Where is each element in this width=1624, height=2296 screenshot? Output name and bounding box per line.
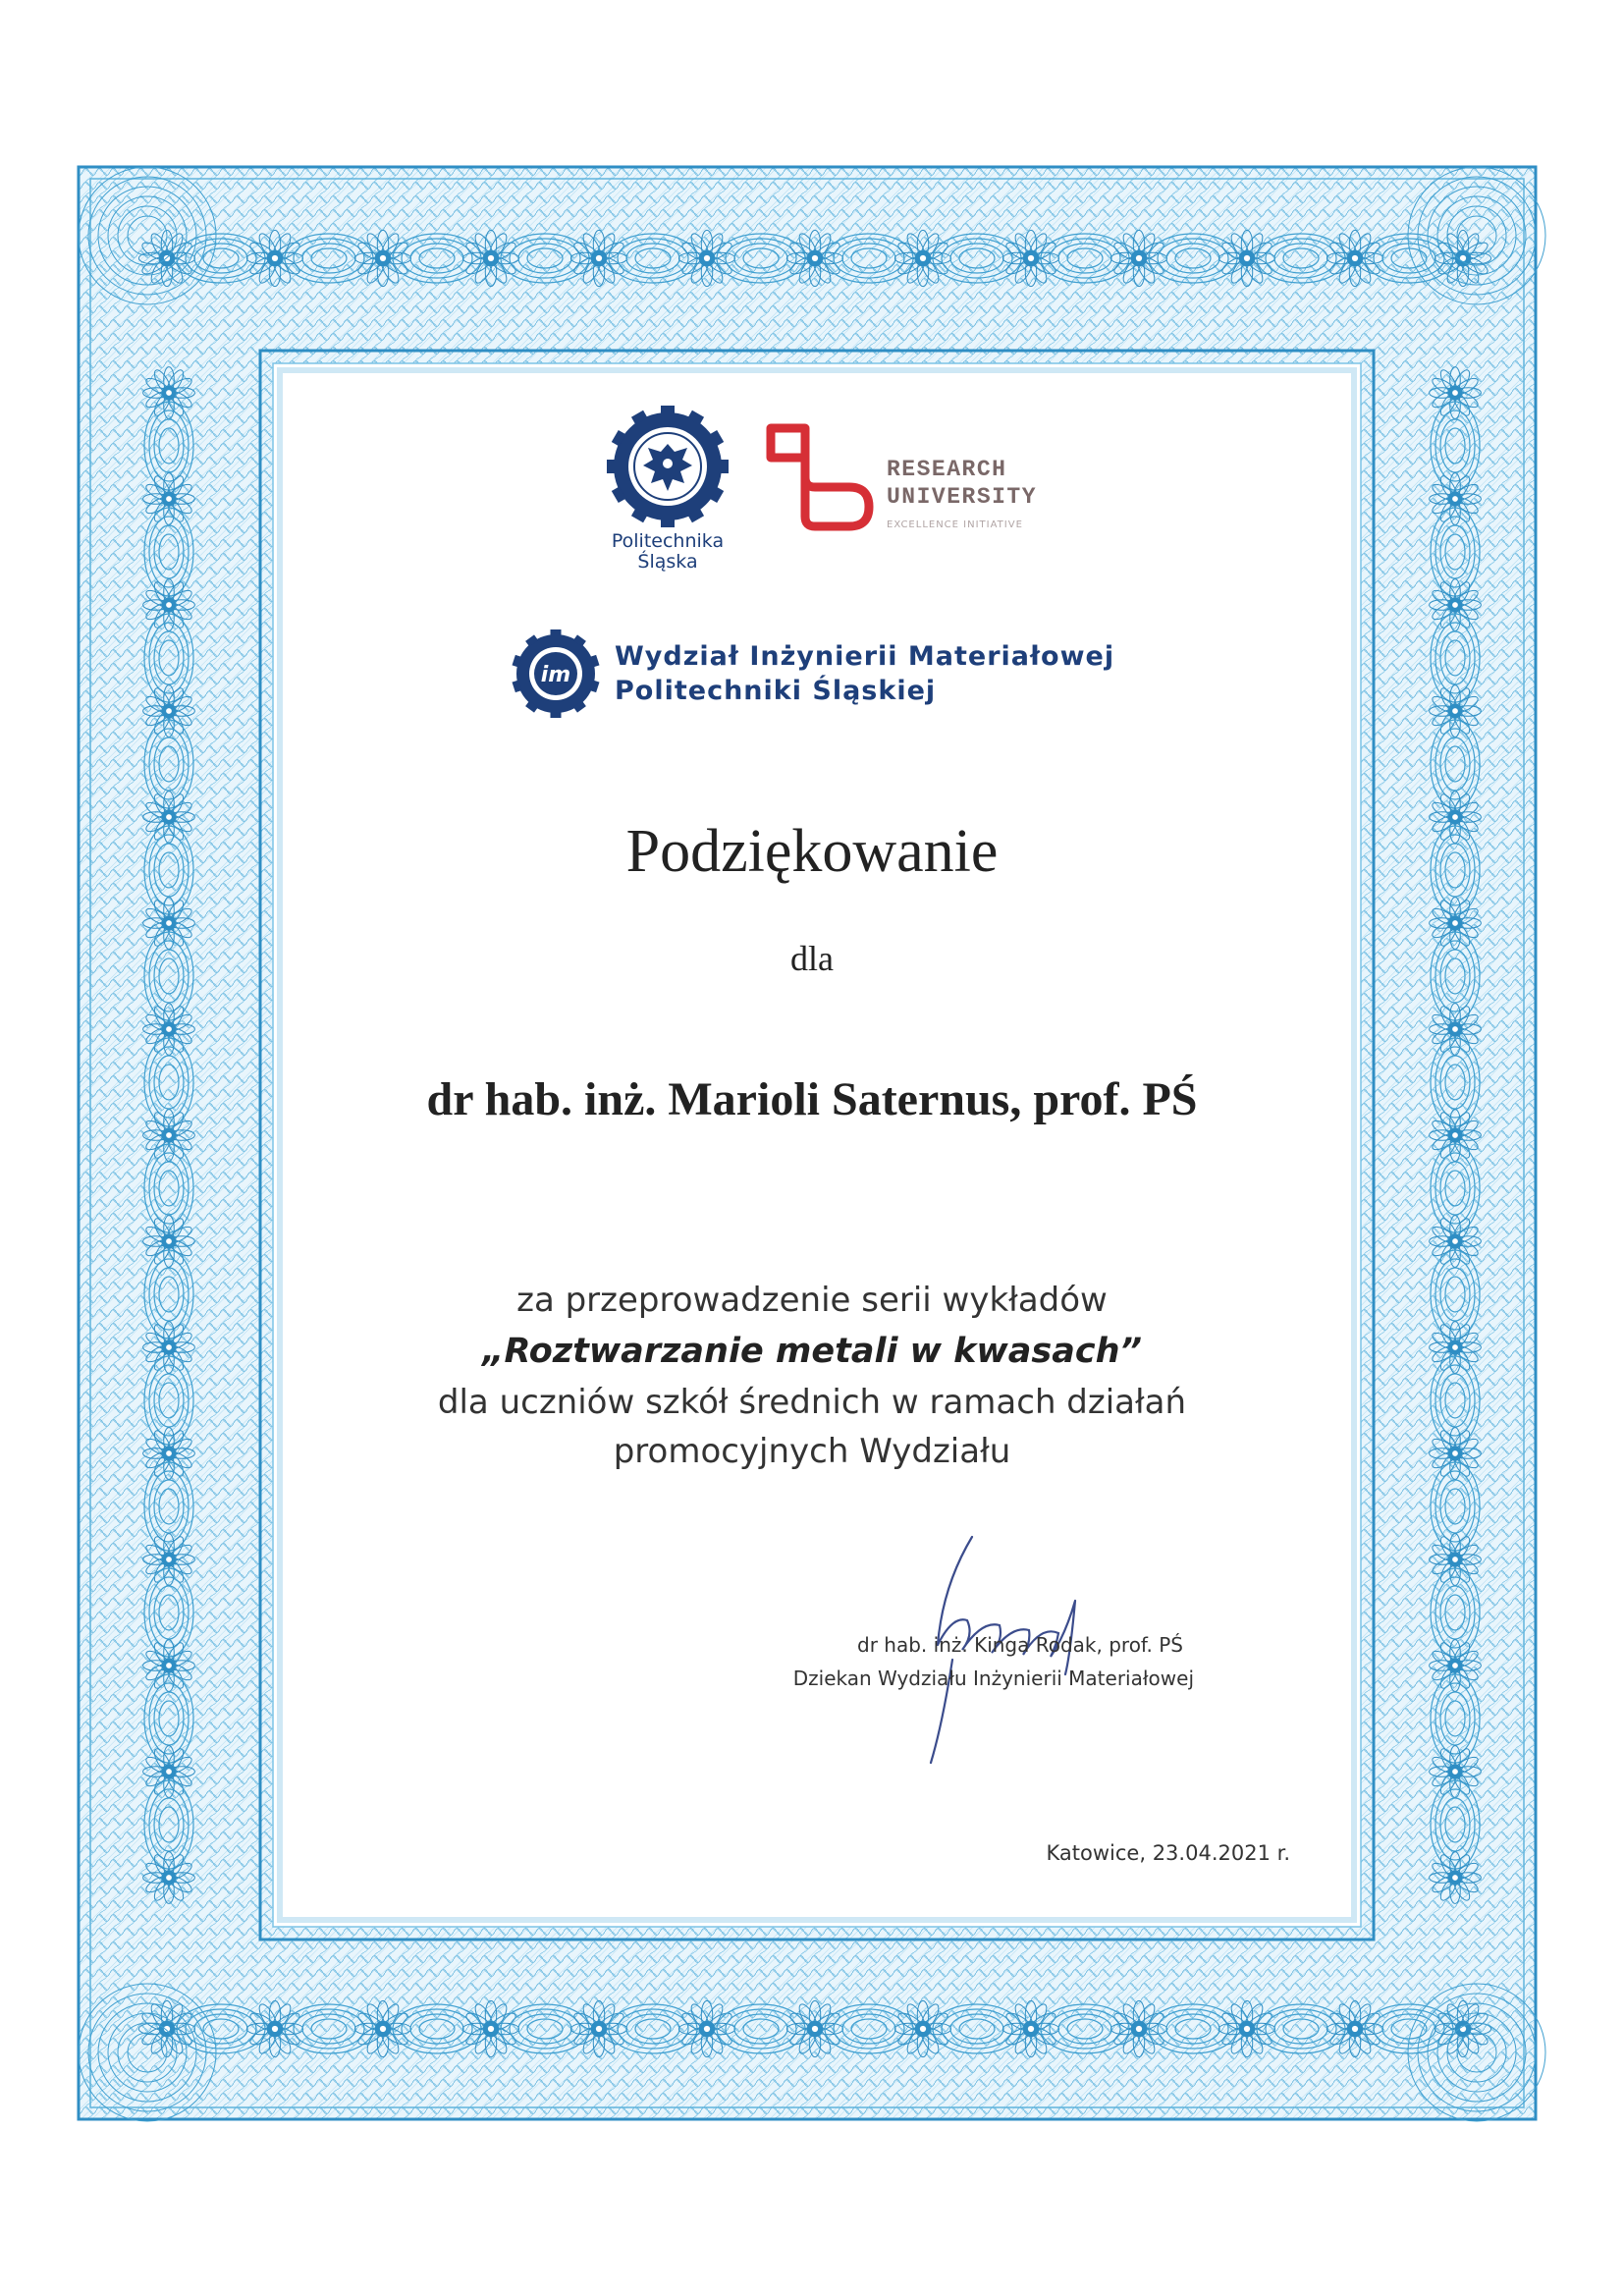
certificate-heading: Podziękowanie	[625, 818, 999, 885]
research-university-line2: UNIVERSITY	[887, 484, 1038, 510]
reason-line1: za przeprowadzenie serii wykładów	[516, 1281, 1108, 1320]
signatory-name: dr hab. inż. Kinga Rodak, prof. PŚ	[857, 1633, 1183, 1657]
lecture-title: „Roztwarzanie metali w kwasach”	[481, 1332, 1143, 1371]
research-university-subline: EXCELLENCE INITIATIVE	[887, 519, 1023, 530]
place-and-date: Katowice, 23.04.2021 r.	[1046, 1841, 1290, 1865]
wim-gear-emblem-icon	[509, 627, 603, 721]
university-name-line1: Politechnika	[611, 530, 725, 552]
research-university-mark-icon	[761, 418, 879, 536]
recipient-name: dr hab. inż. Marioli Saternus, prof. PŚ	[426, 1073, 1198, 1125]
reason-line3: dla uczniów szkół średnich w ramach działań	[437, 1383, 1187, 1422]
reason-line4: promocyjnych Wydziału	[613, 1432, 1011, 1471]
faculty-name-line1: Wydział Inżynierii Materiałowej	[615, 641, 1115, 672]
faculty-name-line2: Politechniki Śląskiej	[615, 676, 937, 706]
signatory-role: Dziekan Wydziału Inżynierii Materiałowej	[792, 1667, 1194, 1690]
wim-mark-text: im	[540, 663, 571, 687]
university-name	[589, 531, 746, 573]
research-university-line1: RESEARCH	[887, 457, 1007, 482]
certificate-for: dla	[790, 939, 834, 978]
eagle-gear-emblem-icon	[604, 403, 731, 530]
university-name-line2: Śląska	[637, 551, 698, 573]
